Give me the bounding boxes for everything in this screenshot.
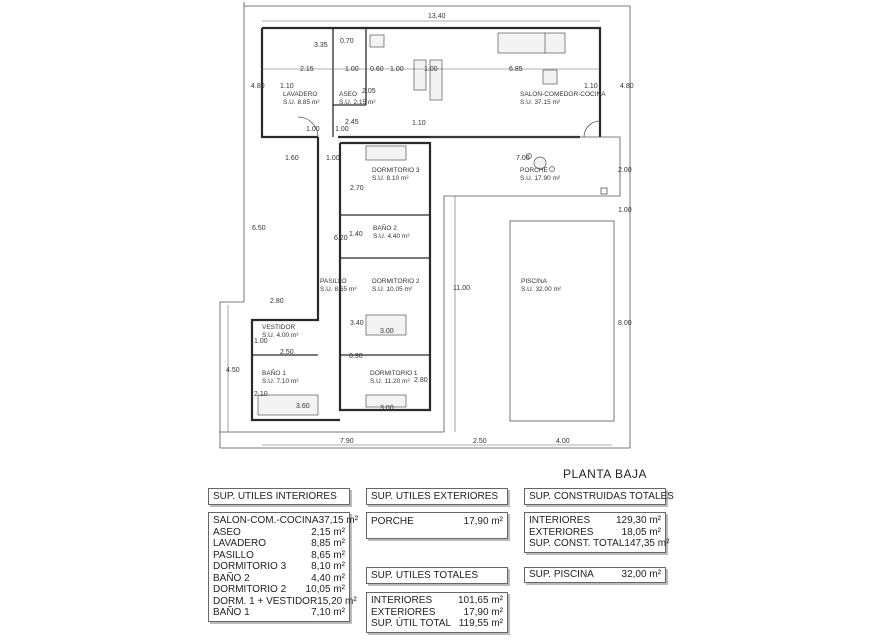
interiores-row (213, 515, 359, 527)
room-area-piscina: S.U. 32.00 m² (521, 286, 562, 293)
dim-1-00h: 1.00 (254, 338, 268, 345)
totales-label: INTERIORES (371, 595, 433, 606)
dim-6-50: 6.50 (252, 225, 266, 232)
interiores-value: 37,15 m² (318, 515, 359, 526)
dim-2-45: 2.45 (345, 119, 359, 126)
construidas-header: SUP. CONSTRUIDAS TOTALES (524, 488, 666, 505)
totales-value: 17,90 m² (463, 606, 503, 618)
dim-3-60: 3.60 (296, 403, 310, 410)
kitchen-counter (414, 60, 426, 90)
exteriores-row (371, 516, 503, 528)
room-area-porche: S.U. 17.90 m² (520, 175, 561, 182)
interiores-header: SUP. UTILES INTERIORES (208, 488, 350, 505)
interiores-label: SALON-COM.-COCINA (213, 515, 319, 526)
construidas-label: INTERIORES (529, 515, 591, 526)
room-name-aseo: ASEO (339, 91, 358, 98)
dim-1-10b: 1.10 (412, 120, 426, 127)
construidas-value: 147,35 m² (624, 538, 670, 549)
exteriores-value: 17,90 m² (463, 516, 503, 527)
exteriores-header-box (366, 488, 508, 505)
interiores-row (213, 538, 345, 550)
dim-11-00: 11.00 (453, 285, 470, 292)
dim-7-90: 7.90 (340, 438, 354, 445)
totales-label: SUP. ÚTIL TOTAL (371, 618, 452, 629)
pool-step (601, 188, 607, 194)
dim-4-00: 4.00 (556, 438, 570, 445)
interiores-label: LAVADERO (213, 538, 266, 549)
interiores-row (213, 550, 345, 562)
dim-0-90: 0.90 (349, 353, 363, 360)
room-name-d3: DORMITORIO 3 (372, 167, 420, 174)
construidas-row (529, 538, 670, 550)
construidas-label: SUP. CONST. TOTAL (529, 538, 625, 549)
dim-1-10c: 1.10 (584, 83, 598, 90)
interiores-value: 15,20 m² (317, 595, 357, 607)
totales-table (366, 592, 508, 633)
dim-1-00c: 1.00 (424, 66, 438, 73)
room-area-d1: S.U. 11.20 m² (370, 378, 410, 385)
totales-header-box (366, 567, 508, 584)
sofa (498, 33, 546, 53)
room-area-lavadero: S.U. 8.85 m² (283, 99, 320, 106)
interiores-header-box (208, 488, 350, 505)
interiores-value: 8,10 m² (311, 561, 345, 572)
dim-6-20: 6.20 (334, 235, 348, 242)
plan-title: PLANTA BAJA (563, 467, 647, 481)
construidas-table (524, 512, 670, 553)
dim-3-00a: 3.00 (380, 328, 394, 335)
interiores-value: 8,85 m² (311, 538, 345, 549)
room-name-piscina: PISCINA (521, 278, 548, 285)
room-name-d1: DORMITORIO 1 (370, 370, 418, 377)
room-area-pasillo: S.U. 8.65 m² (320, 286, 357, 293)
room-name-lavadero: LAVADERO (283, 91, 318, 98)
totales-label: EXTERIORES (371, 606, 436, 618)
interiores-row (213, 573, 345, 585)
dim-13-40: 13.40 (428, 13, 446, 20)
dim-1-60: 1.60 (285, 155, 299, 162)
room-area-aseo: S.U. 2.15 m² (339, 99, 376, 106)
room-name-d2: DORMITORIO 2 (372, 278, 420, 285)
interiores-label: PASILLO (213, 549, 254, 561)
interiores-label: ASEO (213, 526, 241, 538)
construidas-header-box (524, 488, 674, 505)
interiores-row (213, 561, 345, 573)
porch-chair-b (550, 167, 555, 172)
piscina-label: SUP. PISCINA (529, 569, 594, 580)
room-name-vestidor: VESTIDOR (262, 324, 296, 331)
room-area-salon: S.U. 37.15 m² (520, 99, 561, 106)
construidas-rows (524, 512, 670, 553)
interiores-value: 10,05 m² (305, 584, 345, 595)
interiores-label: DORM. 1 + VESTIDOR (213, 595, 318, 607)
totales-value: 101,65 m² (457, 595, 503, 606)
exteriores-rows (366, 512, 508, 539)
room-name-salon: SALON-COMEDOR-COCINA (520, 91, 606, 98)
room-area-d3: S.U. 8.10 m² (372, 175, 409, 182)
dim-3-40: 3.40 (350, 320, 364, 327)
interiores-value: 8,65 m² (311, 549, 345, 561)
dim-3-35: 3.35 (314, 42, 328, 49)
dim-1-40: 1.40 (349, 231, 363, 238)
room-name-porche: PORCHE (520, 167, 548, 174)
interiores-label: BAÑO 1 (213, 607, 250, 618)
totales-value: 119,55 m² (458, 618, 503, 629)
dim-2-70: 2.70 (350, 185, 364, 192)
interiores-value: 4,40 m² (311, 572, 345, 584)
door-swing (584, 121, 600, 137)
dim-2-80a: 2.80 (270, 298, 284, 305)
construidas-value: 18,05 m² (621, 526, 661, 538)
room-name-bano2: BAÑO 2 (373, 225, 397, 232)
room-area-bano1: S.U. 7.10 m² (262, 378, 299, 385)
dim-2-05: 2.05 (362, 88, 376, 95)
dim-1-00f: 1.00 (326, 155, 340, 162)
dim-3-00b: 3.00 (380, 405, 394, 412)
construidas-row (529, 515, 661, 527)
dim-2-00: 2.00 (618, 167, 632, 174)
interiores-label: DORMITORIO 3 (213, 561, 287, 572)
interiores-label: BAÑO 2 (213, 572, 250, 584)
dim-2-10: 2.10 (254, 391, 268, 398)
dim-7-00: 7.00 (516, 155, 530, 162)
exteriores-label: PORCHE (371, 516, 414, 527)
interiores-table (208, 512, 359, 622)
interiores-row (213, 527, 345, 539)
interiores-row (213, 595, 357, 608)
room-name-bano1: BAÑO 1 (262, 370, 286, 377)
pool (510, 221, 614, 421)
interiores-row (213, 607, 345, 619)
dim-1-00e: 1.00 (306, 126, 320, 133)
totales-row (371, 607, 503, 619)
armchair (543, 70, 557, 84)
dim-8-00: 8.00 (618, 320, 632, 327)
piscina-box (524, 567, 666, 583)
sofa-corner (545, 33, 565, 53)
exteriores-header: SUP. UTILES EXTERIORES (366, 488, 508, 505)
dim-2-80b: 2.80 (414, 377, 428, 384)
dim-1-00g: 1.00 (618, 207, 632, 214)
construidas-row (529, 527, 661, 539)
bed-3 (366, 146, 406, 160)
dim-4-50: 4.50 (226, 367, 240, 374)
totales-header: SUP. UTILES TOTALES (366, 567, 508, 584)
totales-row (371, 618, 503, 630)
dim-1-10a: 1.10 (280, 83, 294, 90)
dim-6-85: 6.85 (509, 66, 523, 73)
dim-4-80a: 4.80 (251, 83, 265, 90)
interiores-value: 2,15 m² (311, 526, 345, 538)
dim-2-50b: 2.50 (473, 438, 487, 445)
interiores-row (213, 584, 345, 596)
interiores-rows (208, 512, 359, 622)
piscina-row (524, 567, 666, 583)
dim-1-00b: 1.00 (390, 66, 404, 73)
dim-0-70: 0.70 (340, 38, 354, 45)
room-area-d2: S.U. 10.05 m² (372, 286, 413, 293)
dim-0-60: 0.60 (370, 66, 384, 73)
room-area-vestidor: S.U. 4.00 m² (262, 332, 299, 339)
dim-1-00d: 1.00 (335, 126, 349, 133)
dim-1-00a: 1.00 (345, 66, 359, 73)
totales-rows (366, 592, 508, 633)
interiores-value: 7,10 m² (311, 607, 345, 618)
construidas-value: 129,30 m² (615, 515, 661, 526)
dim-4-80b: 4.80 (620, 83, 634, 90)
interiores-label: DORMITORIO 2 (213, 584, 287, 595)
dim-2-50: 2.50 (280, 349, 294, 356)
washer (370, 35, 384, 47)
room-name-pasillo: PASILLO (320, 278, 347, 285)
exteriores-table (366, 512, 508, 539)
room-area-bano2: S.U. 4.40 m² (373, 233, 410, 240)
piscina-value: 32,00 m² (621, 569, 661, 580)
construidas-label: EXTERIORES (529, 526, 594, 538)
totales-row (371, 595, 503, 607)
dim-2-15: 2.15 (300, 66, 314, 73)
